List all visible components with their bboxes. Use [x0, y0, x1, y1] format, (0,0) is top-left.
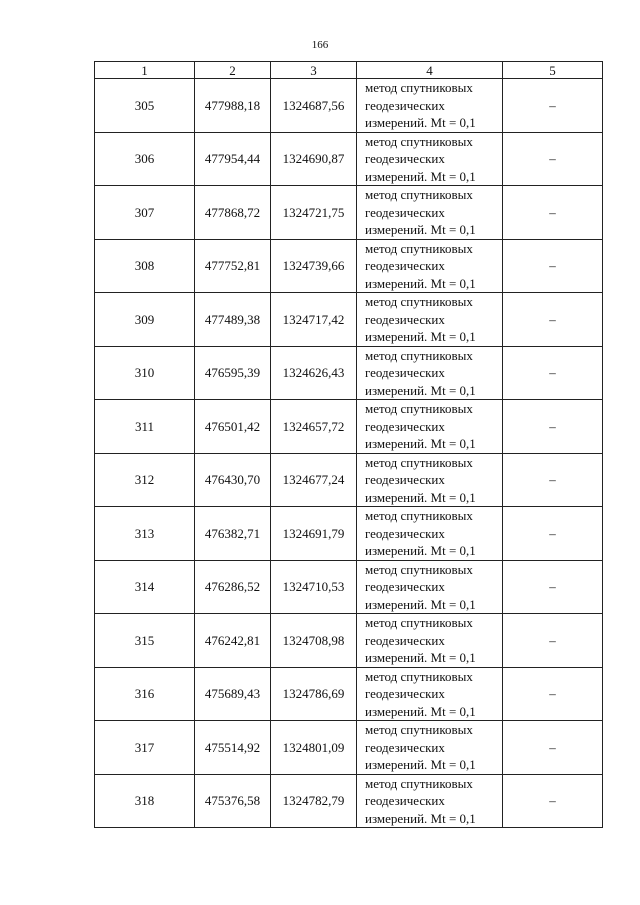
method-line: метод спутниковых: [365, 561, 473, 577]
x-coordinate-cell: 475689,43: [195, 667, 271, 721]
method-line: метод спутниковых: [365, 775, 473, 791]
note-cell: –: [503, 560, 603, 614]
method-line: геодезических: [365, 418, 445, 434]
point-number-cell: 313: [95, 507, 195, 561]
point-number-cell: 316: [95, 667, 195, 721]
method-line: геодезических: [365, 365, 445, 380]
method-line: геодезических: [365, 793, 445, 808]
table-row: [95, 721, 603, 775]
method-line: геодезических: [365, 525, 445, 541]
x-coordinate-cell: 476430,70: [195, 453, 271, 507]
table-row: [95, 239, 603, 293]
point-number-cell: 312: [95, 453, 195, 507]
x-coordinate-cell: 477752,81: [195, 239, 271, 293]
note-cell: –: [503, 79, 603, 133]
method-cell: [357, 132, 503, 186]
point-number-cell: 306: [95, 132, 195, 186]
y-coordinate-cell: 1324626,43: [271, 346, 357, 400]
method-line: измерений. Mt = 0,1: [365, 543, 476, 558]
y-coordinate-cell: 1324717,42: [271, 293, 357, 347]
method-cell: [357, 721, 503, 775]
x-coordinate-cell: 475376,58: [195, 774, 271, 828]
x-coordinate-cell: 477489,38: [195, 293, 271, 347]
note-cell: –: [503, 453, 603, 507]
method-line: измерений. Mt = 0,1: [365, 168, 476, 184]
method-line: измерений. Mt = 0,1: [365, 596, 476, 612]
table-body: [95, 62, 603, 828]
y-coordinate-cell: 1324691,79: [271, 507, 357, 561]
method-line: геодезических: [365, 151, 445, 166]
method-line: измерений. Mt = 0,1: [365, 275, 476, 291]
y-coordinate-cell: 1324677,24: [271, 453, 357, 507]
point-number-cell: 310: [95, 346, 195, 400]
point-number-cell: 315: [95, 614, 195, 668]
method-line: геодезических: [365, 632, 445, 648]
table-row: [95, 774, 603, 828]
note-cell: –: [503, 400, 603, 454]
method-cell: [357, 186, 503, 240]
method-cell: [357, 239, 503, 293]
table-row: [95, 453, 603, 507]
method-line: метод спутниковых: [365, 80, 473, 95]
method-line: метод спутниковых: [365, 454, 473, 470]
method-line: метод спутниковых: [365, 187, 473, 202]
method-line: метод спутниковых: [365, 240, 473, 256]
note-cell: –: [503, 774, 603, 828]
y-coordinate-cell: 1324801,09: [271, 721, 357, 775]
point-number-cell: 307: [95, 186, 195, 240]
y-coordinate-cell: 1324782,79: [271, 774, 357, 828]
y-coordinate-cell: 1324710,53: [271, 560, 357, 614]
method-line: геодезических: [365, 686, 445, 701]
method-line: метод спутниковых: [365, 722, 473, 737]
header-cell-5: 5: [503, 62, 603, 79]
y-coordinate-cell: 1324786,69: [271, 667, 357, 721]
header-cell-1: 1: [95, 62, 195, 79]
method-line: геодезических: [365, 311, 445, 327]
y-coordinate-cell: 1324690,87: [271, 132, 357, 186]
table-row: [95, 132, 603, 186]
table-header-row: [95, 62, 603, 79]
method-line: геодезических: [365, 258, 445, 273]
method-line: метод спутниковых: [365, 401, 473, 416]
table-row: [95, 560, 603, 614]
page-number: 166: [311, 39, 329, 51]
table-row: [95, 507, 603, 561]
note-cell: –: [503, 132, 603, 186]
note-cell: –: [503, 346, 603, 400]
point-number-cell: 314: [95, 560, 195, 614]
x-coordinate-cell: 476595,39: [195, 346, 271, 400]
method-line: геодезических: [365, 472, 445, 487]
method-line: измерений. Mt = 0,1: [365, 115, 476, 130]
note-cell: –: [503, 614, 603, 668]
y-coordinate-cell: 1324739,66: [271, 239, 357, 293]
y-coordinate-cell: 1324708,98: [271, 614, 357, 668]
method-cell: [357, 293, 503, 347]
point-number-cell: 311: [95, 400, 195, 454]
table-row: [95, 346, 603, 400]
method-cell: [357, 614, 503, 668]
coordinates-table: [94, 61, 603, 828]
x-coordinate-cell: 476382,71: [195, 507, 271, 561]
table-row: [95, 79, 603, 133]
table-row: [95, 667, 603, 721]
method-cell: [357, 453, 503, 507]
method-line: метод спутниковых: [365, 508, 473, 523]
x-coordinate-cell: 475514,92: [195, 721, 271, 775]
method-cell: [357, 79, 503, 133]
method-cell: [357, 560, 503, 614]
x-coordinate-cell: 476242,81: [195, 614, 271, 668]
x-coordinate-cell: 477988,18: [195, 79, 271, 133]
method-line: метод спутниковых: [365, 668, 473, 684]
note-cell: –: [503, 239, 603, 293]
method-line: измерений. Mt = 0,1: [365, 222, 476, 237]
y-coordinate-cell: 1324657,72: [271, 400, 357, 454]
method-cell: [357, 507, 503, 561]
point-number-cell: 305: [95, 79, 195, 133]
method-line: метод спутниковых: [365, 133, 473, 149]
header-cell-3: 3: [271, 62, 357, 79]
method-line: измерений. Mt = 0,1: [365, 329, 476, 344]
method-line: метод спутниковых: [365, 347, 473, 363]
method-line: измерений. Mt = 0,1: [365, 810, 476, 826]
method-line: геодезических: [365, 97, 445, 113]
method-cell: [357, 400, 503, 454]
x-coordinate-cell: 476286,52: [195, 560, 271, 614]
point-number-cell: 309: [95, 293, 195, 347]
method-cell: [357, 667, 503, 721]
method-cell: [357, 774, 503, 828]
method-line: измерений. Mt = 0,1: [365, 650, 476, 665]
method-line: геодезических: [365, 739, 445, 755]
method-line: геодезических: [365, 204, 445, 220]
method-line: измерений. Mt = 0,1: [365, 757, 476, 772]
note-cell: –: [503, 721, 603, 775]
header-cell-4: 4: [357, 62, 503, 79]
method-line: метод спутниковых: [365, 294, 473, 309]
point-number-cell: 317: [95, 721, 195, 775]
table-row: [95, 614, 603, 668]
method-line: измерений. Mt = 0,1: [365, 489, 476, 505]
header-cell-2: 2: [195, 62, 271, 79]
x-coordinate-cell: 476501,42: [195, 400, 271, 454]
x-coordinate-cell: 477954,44: [195, 132, 271, 186]
point-number-cell: 318: [95, 774, 195, 828]
note-cell: –: [503, 186, 603, 240]
table-row: [95, 186, 603, 240]
table-row: [95, 400, 603, 454]
method-line: измерений. Mt = 0,1: [365, 382, 476, 398]
method-line: измерений. Mt = 0,1: [365, 436, 476, 451]
point-number-cell: 308: [95, 239, 195, 293]
table-row: [95, 293, 603, 347]
x-coordinate-cell: 477868,72: [195, 186, 271, 240]
note-cell: –: [503, 667, 603, 721]
y-coordinate-cell: 1324721,75: [271, 186, 357, 240]
method-line: измерений. Mt = 0,1: [365, 703, 476, 719]
y-coordinate-cell: 1324687,56: [271, 79, 357, 133]
note-cell: –: [503, 293, 603, 347]
note-cell: –: [503, 507, 603, 561]
method-line: геодезических: [365, 579, 445, 594]
method-line: метод спутниковых: [365, 615, 473, 630]
method-cell: [357, 346, 503, 400]
